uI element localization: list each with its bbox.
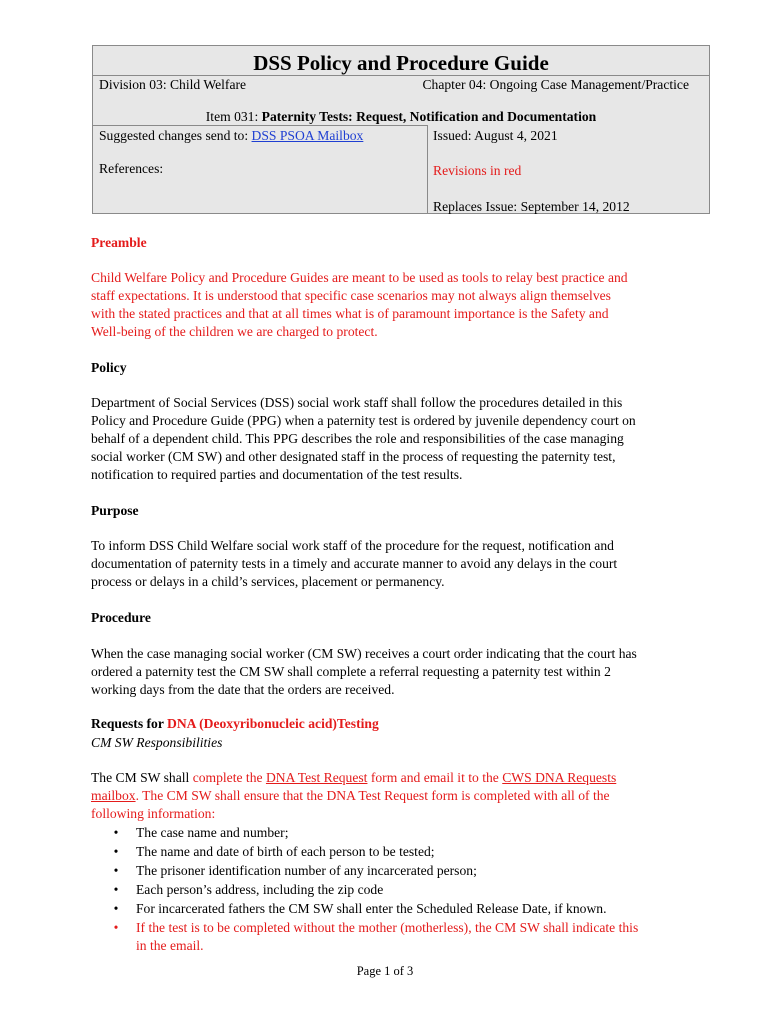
paragraph-line: social worker (CM SW) and other designated staff in the process of requesting the paternity test, bbox=[91, 449, 616, 464]
paragraph-line: Well-being of the children we are charged to protect. bbox=[91, 324, 378, 339]
list-item-text: The name and date of birth of each person to be tested; bbox=[136, 844, 435, 859]
list-item-text: Each person’s address, including the zip code bbox=[136, 882, 384, 897]
list-item-text: For incarcerated fathers the CM SW shall enter the Scheduled Release Date, if known. bbox=[136, 901, 607, 916]
paragraph-line: process or delays in a child’s services, placement or permanency. bbox=[91, 574, 445, 589]
preamble-paragraph bbox=[91, 269, 703, 341]
bullet-icon: • bbox=[113, 844, 119, 859]
paragraph-line: behalf of a dependent child. This PPG describes the role and responsibilities of the case managing bbox=[91, 431, 624, 446]
paragraph-line bbox=[91, 769, 703, 787]
purpose-heading: Purpose bbox=[91, 503, 139, 518]
paragraph-line: notification to required parties and documentation of the test results. bbox=[91, 467, 463, 482]
list-item bbox=[110, 862, 710, 881]
paragraph-line: staff expectations. It is understood that specific case scenarios may not always align themselves bbox=[91, 288, 611, 303]
column-divider bbox=[427, 125, 428, 213]
issued-date: Issued: August 4, 2021 bbox=[433, 128, 558, 143]
cm-sw-responsibilities-subheading: CM SW Responsibilities bbox=[91, 735, 223, 750]
policy-paragraph bbox=[91, 394, 703, 484]
division-label: Division 03: Child Welfare bbox=[99, 77, 247, 92]
paragraph-line: following information: bbox=[91, 806, 216, 821]
list-item bbox=[110, 900, 710, 919]
page-number: Page 1 of 3 bbox=[356, 964, 414, 978]
text-run: form and email it to the bbox=[367, 770, 503, 785]
psoa-mailbox-link[interactable]: DSS PSOA Mailbox bbox=[251, 128, 364, 143]
list-item-text: The case name and number; bbox=[136, 825, 289, 840]
item-prefix: Item 031: bbox=[205, 109, 262, 124]
item-title: Paternity Tests: Request, Notification and Documentation bbox=[261, 109, 597, 124]
text-run: The CM SW shall bbox=[91, 770, 193, 785]
bullet-icon: • bbox=[113, 825, 119, 840]
paragraph-line bbox=[91, 787, 703, 805]
suggested-changes bbox=[99, 127, 363, 145]
policy-heading: Policy bbox=[91, 360, 127, 375]
chapter-label: Chapter 04: Ongoing Case Management/Practice bbox=[422, 77, 689, 92]
text-run: complete the bbox=[192, 770, 266, 785]
revisions-note: Revisions in red bbox=[433, 163, 522, 178]
document-title: DSS Policy and Procedure Guide bbox=[253, 51, 549, 75]
paragraph-line: Policy and Procedure Guide (PPG) when a paternity test is ordered by juvenile dependency court on bbox=[91, 413, 636, 428]
paragraph-line: To inform DSS Child Welfare social work staff of the procedure for the request, notification and bbox=[91, 538, 614, 553]
item-line bbox=[93, 108, 709, 126]
requests-heading-dna: DNA (Deoxyribonucleic acid)Testing bbox=[167, 716, 379, 731]
list-item bbox=[110, 824, 710, 843]
procedure-paragraph bbox=[91, 645, 703, 699]
bullet-icon: • bbox=[113, 882, 119, 897]
paragraph-line: documentation of paternity tests in a timely and accurate manner to avoid any delays in the court bbox=[91, 556, 618, 571]
required-info-list bbox=[110, 824, 710, 956]
procedure-heading: Procedure bbox=[91, 610, 151, 625]
paragraph-line: working days from the date that the orders are received. bbox=[91, 682, 395, 697]
paragraph-line: with the stated practices and that at all times what is of paramount importance is the Safety and bbox=[91, 306, 609, 321]
list-item bbox=[110, 843, 710, 862]
list-item-text bbox=[136, 919, 638, 955]
header-table bbox=[92, 45, 710, 214]
list-item-line: If the test is to be completed without the mother (motherless), the CM SW shall indicate this bbox=[136, 920, 639, 935]
cws-dna-requests-link[interactable]: CWS DNA Requests bbox=[502, 770, 617, 785]
paragraph-line: Child Welfare Policy and Procedure Guides are meant to be used as tools to relay best practice and bbox=[91, 270, 628, 285]
purpose-paragraph bbox=[91, 537, 703, 591]
paragraph-line: When the case managing social worker (CM SW) receives a court order indicating that the court has bbox=[91, 646, 637, 661]
bullet-icon: • bbox=[113, 863, 119, 878]
requests-paragraph bbox=[91, 769, 703, 823]
list-item bbox=[110, 881, 710, 900]
dna-test-request-link[interactable]: DNA Test Request bbox=[265, 770, 368, 785]
text-run: . The CM SW shall ensure that the DNA Test Request form is completed with all of the bbox=[135, 788, 610, 803]
requests-heading bbox=[91, 715, 379, 733]
item-divider bbox=[93, 125, 427, 126]
bullet-icon: • bbox=[113, 920, 119, 935]
list-item bbox=[110, 919, 710, 956]
references-label: References: bbox=[99, 161, 164, 176]
list-item-line: in the email. bbox=[136, 938, 204, 953]
list-item-text: The prisoner identification number of any incarcerated person; bbox=[136, 863, 477, 878]
suggest-label: Suggested changes send to: bbox=[99, 128, 252, 143]
bullet-icon: • bbox=[113, 901, 119, 916]
paragraph-line: ordered a paternity test the CM SW shall complete a referral requesting a paternity test within 2 bbox=[91, 664, 611, 679]
paragraph-line: Department of Social Services (DSS) social work staff shall follow the procedures detailed in this bbox=[91, 395, 623, 410]
preamble-heading: Preamble bbox=[91, 235, 147, 250]
cws-dna-requests-link-cont[interactable]: mailbox bbox=[91, 788, 136, 803]
replaces-issue: Replaces Issue: September 14, 2012 bbox=[433, 199, 630, 214]
requests-heading-prefix: Requests for bbox=[91, 716, 168, 731]
